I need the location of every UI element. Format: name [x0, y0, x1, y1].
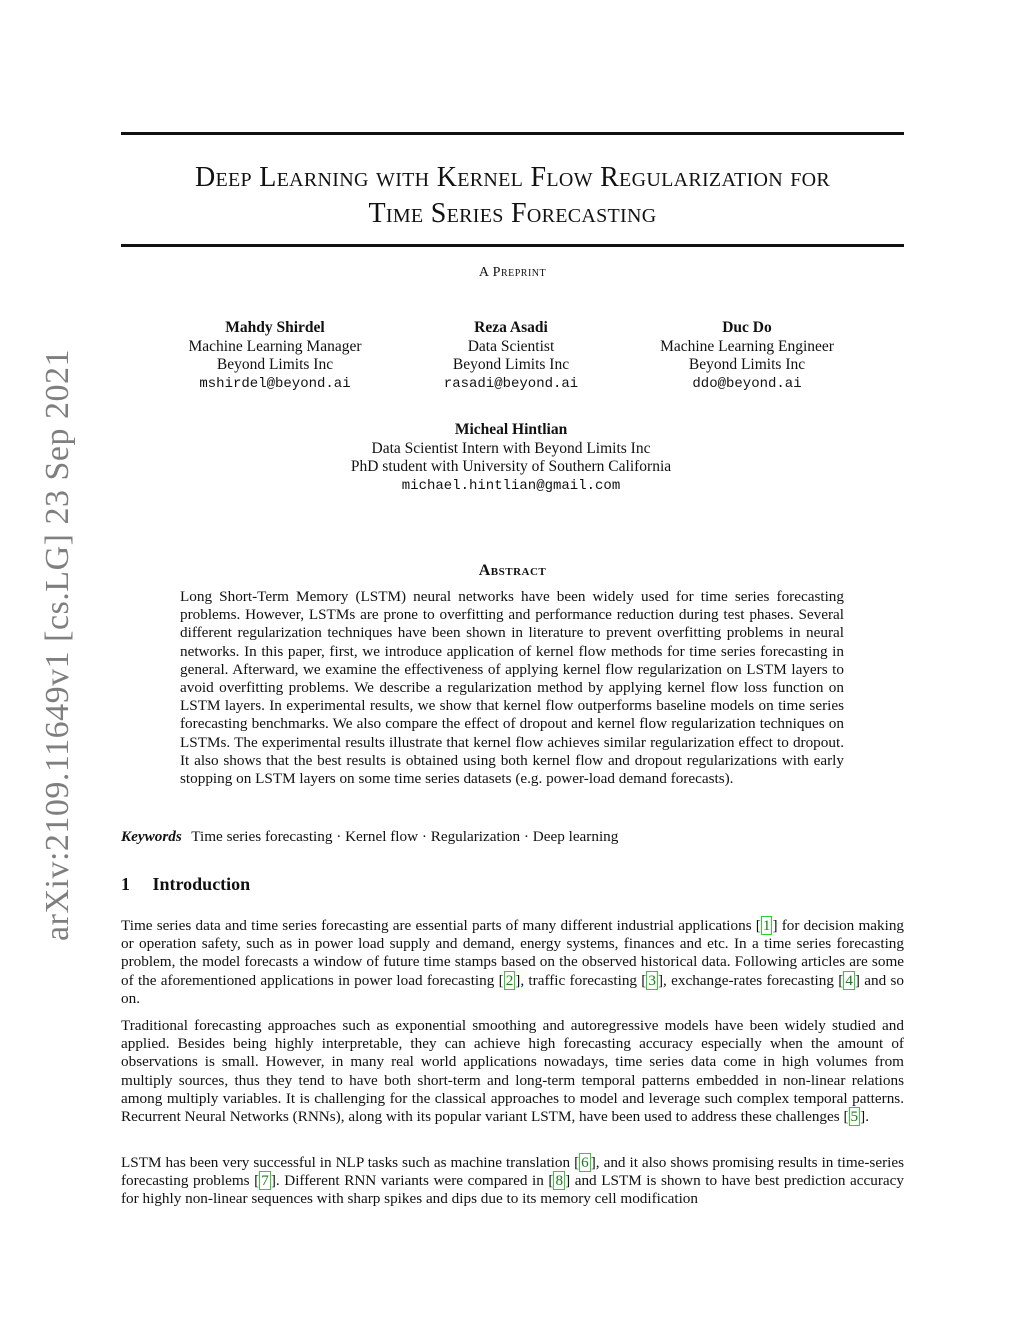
paragraph-text: Time series data and time series forecasting are essential parts of many different industrial applications [121, 917, 752, 934]
citation-link[interactable]: 2 [505, 971, 514, 989]
citation-link[interactable]: 3 [648, 971, 656, 989]
author-block [188, 319, 361, 393]
section-title: Introduction [152, 874, 251, 894]
preprint-label: A Preprint [478, 265, 547, 280]
citation-link[interactable]: 8 [555, 1172, 564, 1190]
paragraph-text: , exchange-rates forecasting [663, 971, 834, 989]
author-email[interactable]: mshirdel@beyond.ai [199, 375, 351, 392]
author-email[interactable]: ddo@beyond.ai [692, 375, 802, 392]
paragraph-text: LSTM has been very successful in NLP tasks such as machine translation [121, 1154, 571, 1171]
paragraph-text: Traditional forecasting approaches such as exponential smoothing and autoregressive models have been widely studied and applied. Besides being highly interpretable, they can achieve high forecasting accuracy especially when the amount of observations is small. However, in many real world applications nowadays, time series data come in high volumes from multiply sources, thus they tend to have both short-term and long-term temporal patterns embedded in non-linear relations among multiply variables. It is challenging for the classical approaches to model and leverage such complex temporal patterns. Recurrent Neural Networks (RNNs), along with its popular variant LSTM, have been used to address these challenges [121, 1017, 904, 1126]
author-name: Mahdy Shirdel [225, 319, 325, 336]
citation-link[interactable]: 5 [850, 1108, 859, 1126]
keywords-text: Time series forecasting · Kernel flow · Regularization · Deep learning [191, 828, 619, 845]
title-rule-top [121, 132, 904, 135]
author-name: Micheal Hintlian [454, 421, 568, 438]
author-name: Reza Asadi [474, 319, 548, 336]
author-role: Data Scientist [467, 337, 555, 355]
paragraph-text: and LSTM is shown to have best prediction accuracy for highly non-linear sequences with sharp spikes and dips due to its memory cell modification [121, 1172, 905, 1208]
abstract-heading: Abstract [478, 562, 547, 579]
author-email[interactable]: rasadi@beyond.ai [443, 375, 579, 392]
body-paragraph: Traditional forecasting approaches such as exponential smoothing and autoregressive models have been widely studied and applied. Besides being highly interpretable, they can achieve high forecasting accuracy especially when the amount of observations is small. However, in many real world applications nowadays, time series data come in high volumes from multiply sources, thus they tend to have both short-term and long-term temporal patterns embedded in non-linear relations among multiply variables. It is challenging for the classical approaches to model and leverage such complex temporal patterns. Recurrent Neural Networks (RNNs), along with its popular variant LSTM, have been used to address these challenges [ 5 ]. [121, 1017, 904, 1126]
paragraph-text: for decision making or operation safety, such as in power load supply and demand, energy systems, finances and etc. In a time series forecasting problem, the model forecasts a window of future time stamps based on the observed historical data. Following articles are some of the aforementioned applications in power load forecasting [121, 917, 905, 989]
title-line-2: Time Series Forecasting [368, 198, 657, 229]
author-role: Machine Learning Engineer [660, 337, 834, 355]
paragraph-text: , traffic forecasting [520, 971, 638, 989]
citation-link[interactable]: 4 [845, 971, 853, 989]
author-role: Data Scientist Intern with Beyond Limits Inc [371, 439, 651, 457]
paragraph-text: . Different RNN variants were compared in [275, 1172, 544, 1190]
paper-title [121, 160, 904, 232]
paragraph-text: , and it also shows promising results in time-series forecasting problems [121, 1154, 905, 1190]
author-name: Duc Do [722, 319, 772, 336]
author-block [660, 319, 834, 393]
citation-link[interactable]: 6 [581, 1154, 589, 1171]
author-block [444, 319, 578, 393]
section-number: 1 [121, 874, 130, 894]
title-rule-bottom [121, 244, 904, 247]
author-affiliation: PhD student with University of Southern California [350, 458, 672, 475]
paragraph-text: . [865, 1108, 869, 1126]
author-email[interactable]: michael.hintlian@gmail.com [401, 477, 621, 494]
body-paragraph: LSTM has been very successful in NLP tasks such as machine translation [ 6 ], and it also shows promising results in time-series forecasting problems [ 7 ]. Different RNN variants were compared in [ 8 ] and LSTM is shown to have best prediction accuracy for highly non-linear sequences with sharp spikes and dips due to its memory cell modification [121, 1154, 905, 1208]
keywords-label: Keywords [121, 828, 182, 845]
abstract-text: Long Short-Term Memory (LSTM) neural networks have been widely used for time series forecasting problems. However, LSTMs are prone to overfitting and performance reduction during test phases. Several different regularization techniques have been shown in literature to prevent overfitting problems in neural networks. In this paper, first, we introduce application of kernel flow methods for time series forecasting in general. Afterward, we examine the effectiveness of applying kernel flow regularization on LSTM layers to avoid overfitting problems. We describe a regularization method by applying kernel flow loss function on LSTM layers. In experimental results, we show that kernel flow outperforms baseline models on time series forecasting benchmarks. We also compare the effect of dropout and kernel flow regularization techniques on LSTMs. The experimental results illustrate that kernel flow achieves similar regularization effect to dropout. It also shows that the best results is obtained using both kernel flow and dropout regularizations with early stopping on LSTM layers on some time series datasets (e.g. power-load demand forecasts). [180, 588, 844, 788]
author-affiliation: Beyond Limits Inc [452, 356, 570, 373]
paragraph-text: and so on. [121, 971, 904, 1007]
body-paragraph: Time series data and time series forecasting are essential parts of many different industrial applications [ 1 ] for decision making or operation safety, such as in power load supply and demand, energy systems, finances and etc. In a time series forecasting problem, the model forecasts a window of future time stamps based on the observed historical data. Following articles are some of the aforementioned applications in power load forecasting [ 2 ], traffic forecasting [ 3 ], exchange-rates forecasting [ 4 ] and so on. [121, 917, 905, 1007]
author-affiliation: Beyond Limits Inc [216, 356, 334, 373]
arxiv-stamp: arXiv:2109.11649v1 [cs.LG] 23 Sep 2021 [39, 349, 76, 941]
keywords [121, 828, 904, 846]
author-block [351, 421, 671, 495]
author-role: Machine Learning Manager [188, 337, 362, 355]
citation-link[interactable]: 7 [261, 1172, 269, 1190]
author-affiliation: Beyond Limits Inc [688, 356, 806, 373]
title-line-1: Deep Learning with Kernel Flow Regularization for [194, 162, 831, 193]
section-heading [121, 874, 250, 895]
citation-link[interactable]: 1 [762, 917, 771, 934]
